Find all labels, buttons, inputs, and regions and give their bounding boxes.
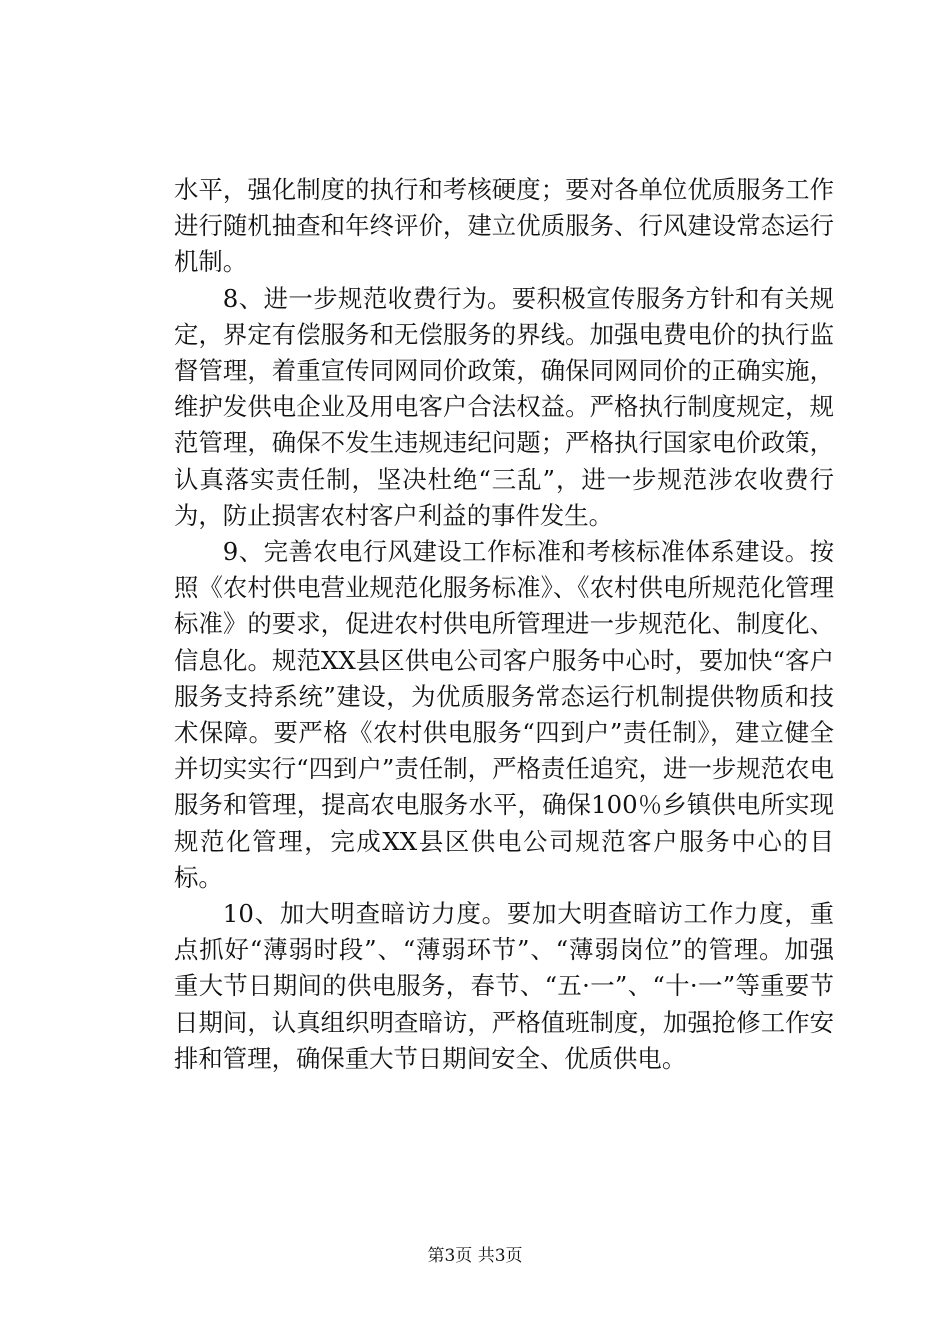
page-number-footer: 第3页 共3页 [427,1246,523,1266]
paragraph-item-9: 9、完善农电行风建设工作标准和考核标准体系建设。按照《农村供电营业规范化服务标准》、《农村供电所规范化管理标准》的要求，促进农村供电所管理进一步规范化、制度化、信息化。规范XX县区供电公司客户服务中心时，要加快“客户服务支持系统”建设，为优质服务常态运行机制提供物质和技术保障。要严格《农村供电服务“四到户”责任制》，建立健全并切实实行“四到户”责任制，严格责任追究，进一步规范农电服务和管理，提高农电服务水平，确保100％乡镇供电所实现规范化管理，完成XX县区供电公司规范客户服务中心的目标。 [174,537,834,892]
paragraph-item-8: 8、进一步规范收费行为。要积极宣传服务方针和有关规定，界定有偿服务和无偿服务的界线。加强电费电价的执行监督管理，着重宣传同网同价政策，确保同网同价的正确实施，维护发供电企业及用电客户合法权益。严格执行制度规定，规范管理，确保不发生违规违纪问题；严格执行国家电价政策，认真落实责任制，坚决杜绝“三乱”，进一步规范涉农收费行为，防止损害农村客户利益的事件发生。 [174,283,834,530]
paragraph-continuation: 水平，强化制度的执行和考核硬度；要对各单位优质服务工作进行随机抽查和年终评价，建立优质服务、行风建设常态运行机制。 [174,175,834,277]
document-body [174,172,834,1077]
paragraph-item-10: 10、加大明查暗访力度。要加大明查暗访工作力度，重点抓好“薄弱时段”、“薄弱环节”、“薄弱岗位”的管理。加强重大节日期间的供电服务，春节、“五·一”、“十·一”等重要节日期间，认真组织明查暗访，严格值班制度，加强抢修工作安排和管理，确保重大节日期间安全、优质供电。 [174,899,834,1073]
